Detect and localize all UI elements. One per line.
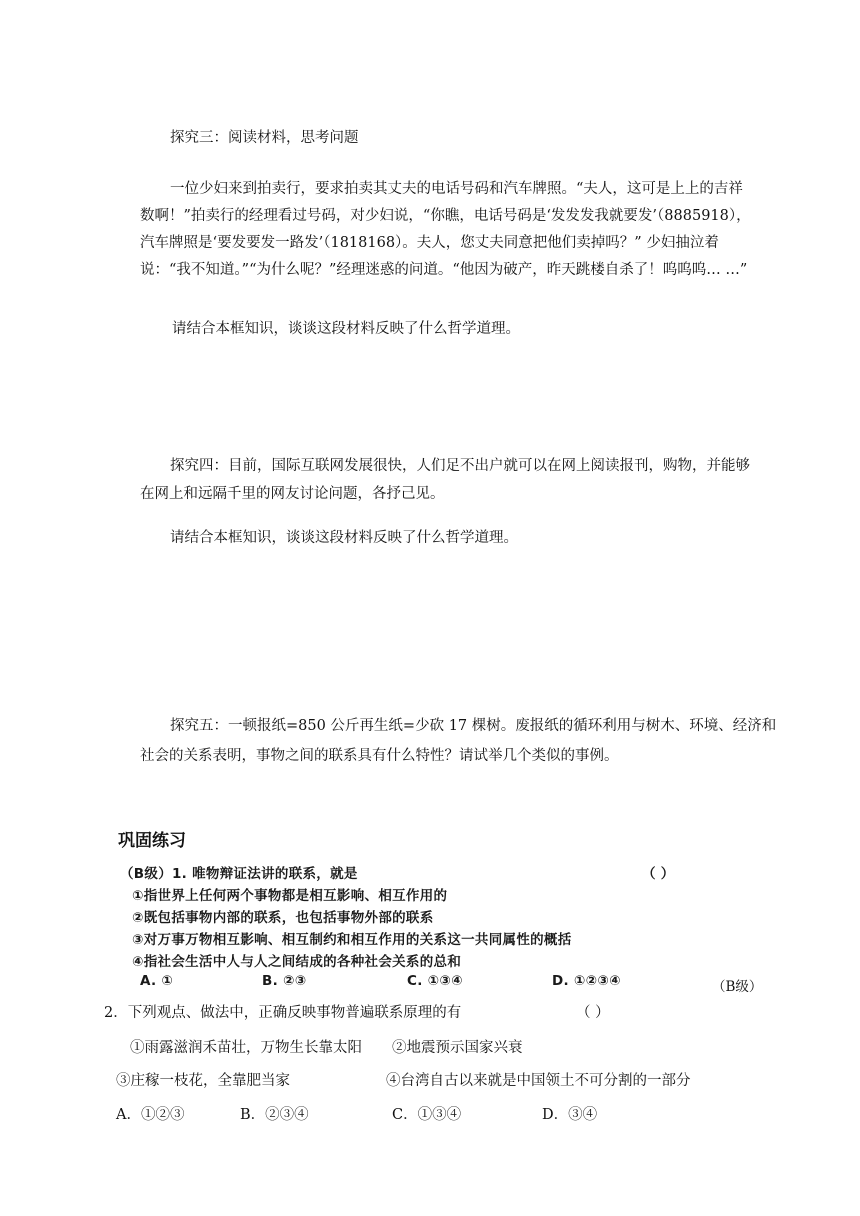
inquiry5-line-1: 探究五：一顿报纸=850 公斤再生纸=少砍 17 棵树。废报纸的循环利用与树木、环境、经济和 xyxy=(170,718,777,734)
q2-statement-1: ①雨露滋润禾苗壮，万物生长靠太阳 xyxy=(130,1040,362,1056)
q1-option-a: A. ① xyxy=(140,973,174,989)
q2-statement-4: ④台湾自古以来就是中国领土不可分割的一部分 xyxy=(386,1073,691,1089)
q2-answer-bracket: （ ） xyxy=(576,1005,610,1021)
inquiry3-line-4: 说：“我不知道。”“为什么呢？”经理迷惑的问道。“他因为破产，昨天跳楼自杀了！呜呜呜… …” xyxy=(140,262,748,278)
q2-option-c: C．①③④ xyxy=(392,1107,462,1123)
q1-option-c: C. ①③④ xyxy=(407,973,463,989)
q1-answer-bracket: （ ） xyxy=(642,866,675,882)
inquiry3-line-2: 数啊！”拍卖行的经理看过号码，对少妇说，“你瞧，电话号码是‘发发发我就要发’（8885918）， xyxy=(140,208,751,224)
practice-title: 巩固练习 xyxy=(118,831,186,851)
q2-stem: 2．下列观点、做法中，正确反映事物普遍联系原理的有 xyxy=(104,1005,462,1021)
level-tag: （B级） xyxy=(712,979,763,995)
q2-statement-3: ③庄稼一枝花，全靠肥当家 xyxy=(116,1073,290,1089)
inquiry4-line-2: 在网上和远隔千里的网友讨论问题，各抒己见。 xyxy=(140,486,445,502)
q2-option-d: D．③④ xyxy=(542,1107,598,1123)
q2-statement-2: ②地震预示国家兴衰 xyxy=(392,1040,523,1056)
inquiry3-line-3: 汽车牌照是‘要发要发一路发’（1818168）。夫人，您丈夫同意把他们卖掉吗？” 少妇抽泣着 xyxy=(140,235,719,251)
q1-item-4: ④指社会生活中人与人之间结成的各种社会关系的总和 xyxy=(132,954,462,970)
inquiry3-heading: 探究三：阅读材料，思考问题 xyxy=(170,130,359,146)
inquiry3-question: 请结合本框知识，谈谈这段材料反映了什么哲学道理。 xyxy=(172,321,520,337)
q1-option-d: D. ①②③④ xyxy=(552,973,621,989)
q2-option-b: B．②③④ xyxy=(240,1107,309,1123)
q1-item-3: ③对万事万物相互影响、相互制约和相互作用的关系这一共同属性的概括 xyxy=(132,932,572,948)
q1-option-b: B. ②③ xyxy=(262,973,307,989)
q2-option-a: A．①②③ xyxy=(116,1107,185,1123)
inquiry3-line-1: 一位少妇来到拍卖行，要求拍卖其丈夫的电话号码和汽车牌照。“夫人，这可是上上的吉祥 xyxy=(170,181,743,197)
q1-item-1: ①指世界上任何两个事物都是相互影响、相互作用的 xyxy=(132,888,448,904)
inquiry5-line-2: 社会的关系表明，事物之间的联系具有什么特性？请试举几个类似的事例。 xyxy=(140,748,619,764)
q1-item-2: ②既包括事物内部的联系，也包括事物外部的联系 xyxy=(132,910,434,926)
inquiry4-question: 请结合本框知识，谈谈这段材料反映了什么哲学道理。 xyxy=(170,530,518,546)
q1-stem: （B级）1. 唯物辩证法讲的联系，就是 xyxy=(120,866,358,882)
inquiry4-line-1: 探究四：目前，国际互联网发展很快，人们足不出户就可以在网上阅读报刊，购物，并能够 xyxy=(170,458,750,474)
